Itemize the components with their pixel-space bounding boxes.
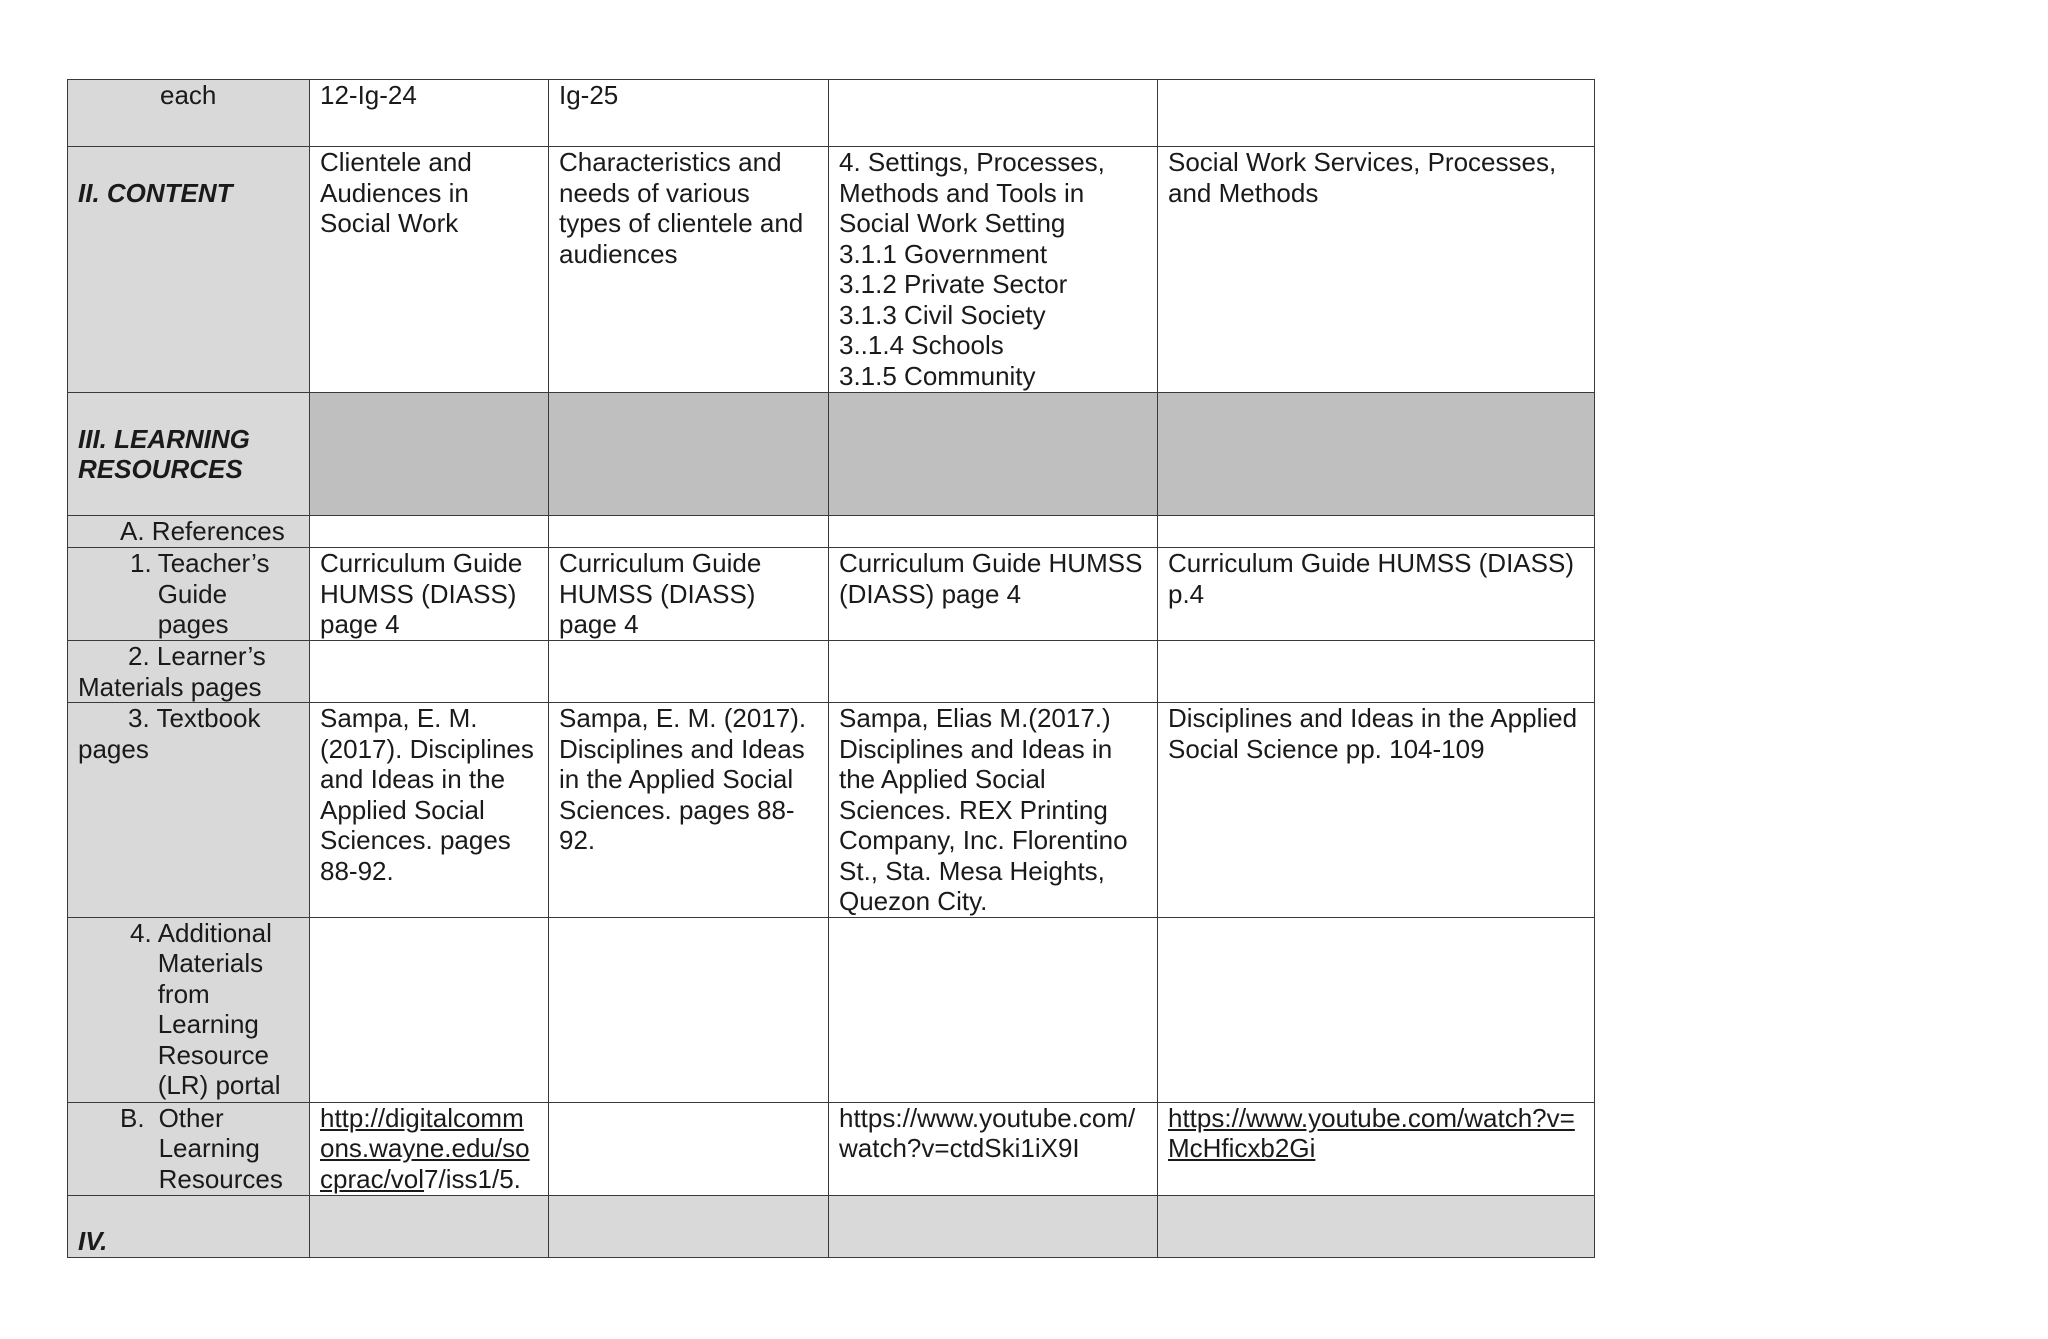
cell-content-1: Clientele and Audiences in Social Work: [310, 147, 549, 393]
band-cell: [1158, 1195, 1595, 1257]
row-label-other-resources: [68, 1102, 310, 1195]
cell-other-4: [1158, 1102, 1595, 1195]
cell-content-4: Social Work Services, Processes, and Methods: [1158, 147, 1595, 393]
row-learning-resources: [68, 393, 1595, 516]
cell-references-4: [1158, 516, 1595, 548]
content-heading: II. CONTENT: [78, 177, 233, 208]
content-topic-line: 4. Settings, Processes, Methods and Tools in Social Work Setting: [839, 147, 1105, 238]
row-content: [68, 147, 1595, 393]
cell-content-2: Characteristics and needs of various types of clientele and audiences: [549, 147, 829, 393]
item-label: Additional Materials from Learning Resource (LR) portal: [157, 917, 281, 1100]
cell-references-1: [310, 516, 549, 548]
cell-additional-2: [549, 917, 829, 1102]
row-learners-materials: [68, 641, 1595, 703]
cell-textbook-2: Sampa, E. M. (2017). Disciplines and Ideas in the Applied Social Sciences. pages 88-92.: [549, 703, 829, 918]
cell-content-3: [829, 147, 1158, 393]
cell-other-3: https://www.youtube.com/watch?v=ctdSki1iX9I: [829, 1102, 1158, 1195]
cell-textbook-1: Sampa, E. M. (2017). Disciplines and Ideas in the Applied Social Sciences. pages 88-92.: [310, 703, 549, 918]
item-label: Teacher’s Guide pages: [157, 548, 270, 639]
row-label-each: each: [68, 80, 310, 147]
cell-textbook-3: Sampa, Elias M.(2017.) Disciplines and Ideas in the Applied Social Sciences. REX Printing Company, Inc. Florentino St., Sta. Mesa Heights, Quezon City.: [829, 703, 1158, 918]
band-cell: [549, 393, 829, 516]
cell-each-4: [1158, 80, 1595, 147]
row-procedures: [68, 1195, 1595, 1257]
band-cell: [549, 1195, 829, 1257]
row-label-additional-materials: [68, 917, 310, 1102]
row-label-learners-materials: 2. Learner’s Materials pages: [68, 641, 310, 703]
item-number: 1.: [130, 548, 152, 578]
row-each: [68, 80, 1595, 147]
cell-each-3: [829, 80, 1158, 147]
item-number: 4.: [130, 917, 152, 948]
band-cell: [310, 393, 549, 516]
band-cell: [310, 1195, 549, 1257]
item-label: Other Learning Resources: [158, 1102, 283, 1194]
band-cell: [829, 393, 1158, 516]
row-label-procedures: [68, 1195, 310, 1257]
cell-learners-materials-1: [310, 641, 549, 703]
cell-learners-materials-3: [829, 641, 1158, 703]
cell-teachers-guide-4: Curriculum Guide HUMSS (DIASS) p.4: [1158, 548, 1595, 641]
youtube-link[interactable]: https://www.youtube.com/watch?v=McHficxb2Gi: [1168, 1102, 1575, 1163]
content-topic-line: 3..1.4 Schools: [839, 330, 1004, 360]
band-cell: [829, 1195, 1158, 1257]
link-suffix: 7/iss1/5.: [424, 1163, 521, 1194]
cell-learners-materials-4: [1158, 641, 1595, 703]
row-label-teachers-guide: [68, 548, 310, 641]
cell-other-2: [549, 1102, 829, 1195]
row-label-textbook: 3. Textbook pages: [68, 703, 310, 918]
content-topic-line: 3.1.5 Community: [839, 360, 1036, 391]
row-textbook: [68, 703, 1595, 918]
learning-resources-heading: III. LEARNING RESOURCES: [78, 423, 250, 484]
row-other-resources: [68, 1102, 1595, 1195]
content-topic-line: 3.1.2 Private Sector: [839, 269, 1068, 299]
row-references: [68, 516, 1595, 548]
daily-lesson-log-table: [67, 79, 1595, 1258]
row-teachers-guide: [68, 548, 1595, 641]
cell-additional-4: [1158, 917, 1595, 1102]
row-label-content: [68, 147, 310, 393]
band-cell: [1158, 393, 1595, 516]
cell-textbook-4: Disciplines and Ideas in the Applied Social Science pp. 104-109: [1158, 703, 1595, 918]
cell-teachers-guide-3: Curriculum Guide HUMSS (DIASS) page 4: [829, 548, 1158, 641]
row-additional-materials: [68, 917, 1595, 1102]
row-label-learning-resources: [68, 393, 310, 516]
content-topic-line: 3.1.1 Government: [839, 238, 1048, 269]
row-label-references: A. References: [68, 516, 310, 548]
cell-other-1: [310, 1102, 549, 1195]
cell-learners-materials-2: [549, 641, 829, 703]
cell-teachers-guide-1: Curriculum Guide HUMSS (DIASS) page 4: [310, 548, 549, 641]
cell-each-1: 12-Ig-24: [310, 80, 549, 147]
digitalcommons-link[interactable]: http://digitalcommons.wayne.edu/socprac/vol: [320, 1102, 530, 1194]
cell-each-2: Ig-25: [549, 80, 829, 147]
cell-teachers-guide-2: Curriculum Guide HUMSS (DIASS) page 4: [549, 548, 829, 641]
item-number: B.: [120, 1102, 145, 1133]
cell-references-2: [549, 516, 829, 548]
cell-references-3: [829, 516, 1158, 548]
cell-additional-1: [310, 917, 549, 1102]
procedures-heading: IV.: [78, 1226, 108, 1256]
cell-additional-3: [829, 917, 1158, 1102]
content-topic-line: 3.1.3 Civil Society: [839, 299, 1046, 330]
